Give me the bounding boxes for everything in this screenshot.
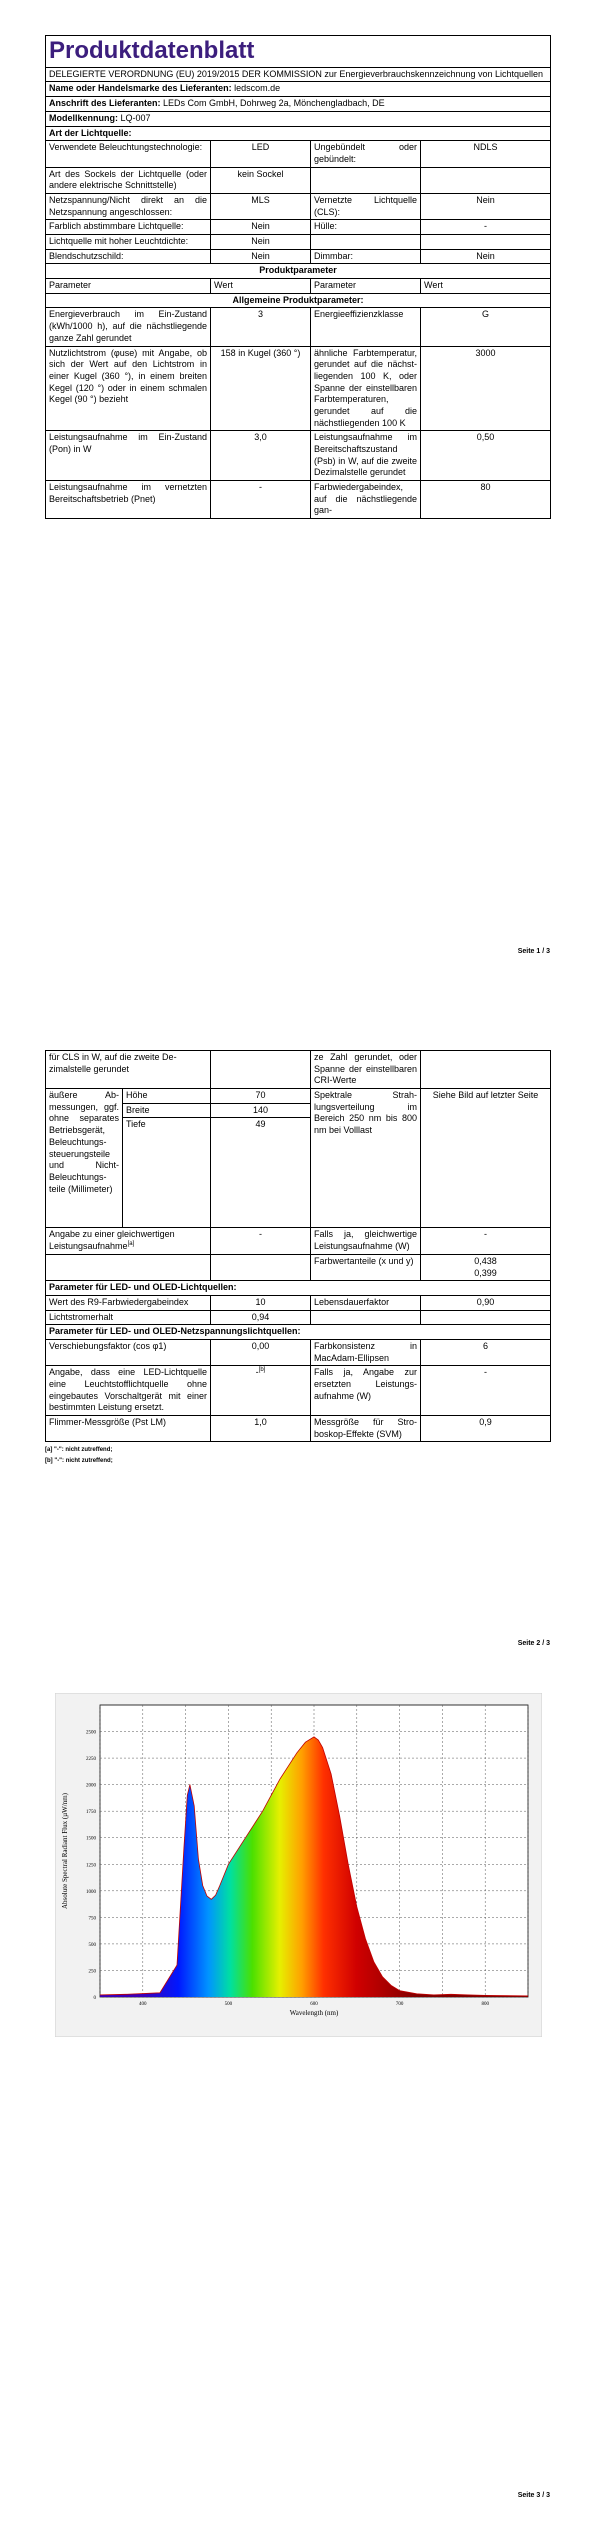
supplier-name-label: Name oder Handelsmarke des Lieferanten: [49,83,232,94]
type-label: Netzspannung/Nicht direkt an die Netzspannung angeschlossen: [46,193,211,219]
r9-label: Wert des R9-Farbwiedergabeindex [46,1295,211,1310]
dimension-width-label: Breite [123,1103,211,1118]
y-tick-label: 750 [88,1916,96,1922]
useful-flux-label: Nutzlichtstrom (φuse) mit Angabe, ob sich der Wert auf den Lichtstrom in einer Kugel (360 °), in einem breiten Kegel (120 °) oder in einem schmalen Kegel (90 °) bezieht [46,346,211,431]
cri-label-cont: ze Zahl gerundet, oder Spanne der einstellbaren CRI-Werte [311,1051,421,1089]
color-consistency-label: Farbkonsistenz in MacAdam-Ellipsen [311,1339,421,1365]
standby-power-value: 0,50 [421,431,551,481]
type-label: Dimmbar: [311,249,421,264]
y-tick-label: 500 [88,1942,96,1948]
x-tick-label: 800 [481,2002,489,2007]
type-label: Lichtquelle mit hoher Leuchtdichte: [46,235,211,250]
type-row [46,193,551,219]
equivalent-power-value: - [211,1228,311,1254]
type-label: Verwendete Beleuchtungstechnologie: [46,141,211,167]
replaced-power-label: Falls ja, Angabe zur ersetzten Leistungsaufnahme (W) [311,1366,421,1416]
type-value: kein Sockel [211,167,311,193]
page-number: Seite 3 / 3 [517,2492,550,2499]
dimension-height-label: Höhe [123,1089,211,1104]
lumen-maintenance-label: Lichtstromerhalt [46,1310,211,1325]
energy-on-label: Energieverbrauch im Ein-Zustand (kWh/1000 h), auf die nächstliegende ganze Zahl gerundet [46,308,211,346]
equivalent-power-w-value: - [421,1228,551,1254]
x-tick-label: 400 [139,2002,147,2007]
type-label [311,167,421,193]
y-axis-label: Absolute Spectral Radiant Flux (µW/nm) [61,1792,69,1910]
type-value: NDLS [421,141,551,167]
replaced-power-value: - [421,1366,551,1416]
replacement-claim-value-cell [211,1366,311,1416]
page-title: Produktdatenblatt [46,36,551,68]
empty-cell [311,1310,421,1325]
page-number: Seite 1 / 3 [517,948,550,955]
page-2 [0,1050,595,1466]
cri-label: Farbwiedergabeindex, auf die nächstliegende gan- [311,481,421,519]
footnote-mark: [b] [258,1367,266,1374]
type-row [46,249,551,264]
product-params-header: Produktparameter [46,264,551,279]
cct-label: ähnliche Farbtemperatur, gerundet auf die nächstliegenden 100 K, oder Spanne der einstellbaren Farbtemperaturen, gerundet auf die nächstliegenden 100 K [311,346,421,431]
networked-standby-label-cont: für CLS in W, auf die zweite Dezimalstelle gerundet [46,1051,211,1089]
param-row [46,1366,551,1416]
color-consistency-value: 6 [421,1339,551,1365]
type-row [46,167,551,193]
column-header: Wert [421,279,551,294]
param-row [46,1416,551,1442]
empty-cell [421,1051,551,1089]
column-header-row [46,279,551,294]
type-label: Art des Sockels der Lichtquelle (oder andere elektrische Schnittstelle) [46,167,211,193]
y-tick-label: 2500 [86,1730,96,1736]
chromaticity-y: 0,399 [474,1267,497,1278]
survival-factor-value: 0,90 [421,1295,551,1310]
y-tick-label: 1250 [86,1863,96,1869]
efficiency-class-label: Energieeffizienzklasse [311,308,421,346]
replacement-claim-value: - [255,1367,259,1378]
supplier-name: ledscom.de [234,83,281,94]
regulation-text: DELEGIERTE VERORDNUNG (EU) 2019/2015 DER KOMMISSION zur Energieverbrauchskennzeichnung von Lichtquellen [46,67,551,82]
column-header: Wert [211,279,311,294]
y-tick-label: 0 [93,1996,96,2001]
dimension-depth-label: Tiefe [123,1118,211,1228]
param-row [46,1295,551,1310]
model-value: LQ-007 [120,112,151,123]
footnote-b-text: "-": nicht zutreffend; [54,1457,113,1464]
replacement-claim-label: Angabe, dass eine LED-Lichtquelle eine Leuchtstofflichtquelle ohne eingebautes Vorschaltgerät mit einer bestimmten Leistung ersetzt. [46,1366,211,1416]
r9-value: 10 [211,1295,311,1310]
equivalent-power-text: Angabe zu einer gleichwertigen Leistungsaufnahme [49,1229,175,1252]
footnote-a-mark: [a] [45,1447,53,1454]
type-row [46,235,551,250]
dimension-width-value: 140 [211,1103,311,1118]
on-mode-power-value: 3,0 [211,431,311,481]
footnote-mark: [a] [127,1241,135,1248]
y-tick-label: 1750 [86,1810,96,1816]
spectrum-chart [55,1693,542,2037]
empty-cell [46,1254,211,1280]
y-tick-label: 2250 [86,1757,96,1763]
flicker-label: Flimmer-Messgröße (Pst LM) [46,1416,211,1442]
page-1 [0,35,595,519]
supplier-address-row [46,97,551,112]
type-label: Vernetzte Lichtquelle (CLS): [311,193,421,219]
param-row [46,1254,551,1280]
type-row [46,220,551,235]
energy-on-value: 3 [211,308,311,346]
model-row [46,111,551,126]
networked-standby-label: Leistungsaufnahme im vernetzten Bereitschaftsbetrieb (Pnet) [46,481,211,519]
spectrum-svg [55,1693,542,2037]
type-value: LED [211,141,311,167]
on-mode-power-label: Leistungsaufnahme im Ein-Zustand (Pon) in W [46,431,211,481]
param-row [46,1310,551,1325]
led-params-header: Parameter für LED- und OLED-Lichtquellen: [46,1281,551,1296]
param-row [46,1089,551,1104]
y-tick-label: 1500 [86,1836,96,1842]
networked-standby-value: - [211,481,311,519]
type-value [421,167,551,193]
light-source-type-header: Art der Lichtquelle: [46,126,551,141]
equivalent-power-w-label: Falls ja, gleichwertige Leistungsaufnahme (W) [311,1228,421,1254]
dimension-depth-value: 49 [211,1118,311,1228]
type-value: - [421,220,551,235]
supplier-address-label: Anschrift des Lieferanten: [49,98,161,109]
column-header: Parameter [311,279,421,294]
spectral-label: Spektrale Strahlungsverteilung im Bereich 250 nm bis 800 nm bei Volllast [311,1089,421,1228]
standby-power-label: Leistungsaufnahme im Bereitschaftszustand (Psb) in W, auf die zweite Dezimalstelle gerundet [311,431,421,481]
y-tick-label: 250 [88,1969,96,1975]
displacement-factor-label: Verschiebungsfaktor (cos φ1) [46,1339,211,1365]
footnotes [45,1445,550,1465]
flicker-value: 1,0 [211,1416,311,1442]
type-label: Ungebündelt oder gebündelt: [311,141,421,167]
footnote-b [45,1456,550,1466]
x-tick-label: 600 [310,2002,318,2007]
y-tick-label: 2000 [86,1783,96,1789]
dimension-height-value: 70 [211,1089,311,1104]
type-value: MLS [211,193,311,219]
param-row [46,1339,551,1365]
y-tick-label: 1000 [86,1889,96,1895]
general-params-header: Allgemeine Produktparameter: [46,293,551,308]
empty-cell [211,1254,311,1280]
spectral-value: Siehe Bild auf letzter Seite [421,1089,551,1228]
equivalent-power-label [46,1228,211,1254]
mains-params-header: Parameter für LED- und OLED-Netzspannungslichtquellen: [46,1325,551,1340]
datasheet-table-page1 [45,35,551,519]
datasheet-table-page2 [45,1050,551,1442]
param-row [46,431,551,481]
cri-value: 80 [421,481,551,519]
chromaticity-label: Farbwertanteile (x und y) [311,1254,421,1280]
chromaticity-value [421,1254,551,1280]
chromaticity-x: 0,438 [474,1255,497,1266]
lumen-maintenance-value: 0,94 [211,1310,311,1325]
type-row [46,141,551,167]
footnote-a-text: "-": nicht zutreffend; [54,1447,113,1454]
useful-flux-value: 158 in Kugel (360 °) [211,346,311,431]
page-number: Seite 2 / 3 [517,1640,550,1647]
x-tick-label: 700 [395,2002,404,2007]
type-label: Blendschutzschild: [46,249,211,264]
empty-cell [421,1310,551,1325]
x-tick-label: 500 [224,2002,233,2007]
type-value: Nein [421,193,551,219]
survival-factor-label: Lebensdauerfaktor [311,1295,421,1310]
svm-label: Messgröße für Stroboskop-Effekte (SVM) [311,1416,421,1442]
type-label: Farblich abstimmbare Lichtquelle: [46,220,211,235]
type-value [421,235,551,250]
efficiency-class-value: G [421,308,551,346]
type-value: Nein [421,249,551,264]
footnote-a [45,1445,550,1455]
model-label: Modellkennung: [49,112,118,123]
supplier-name-row [46,82,551,97]
param-row [46,346,551,431]
svm-value: 0,9 [421,1416,551,1442]
supplier-address: LEDs Com GmbH, Dohrweg 2a, Mönchengladbach, DE [163,98,385,109]
type-value: Nein [211,220,311,235]
dimensions-label: äußere Abmessungen, ggf. ohne separates Betriebsgerät, Beleuchtungssteuerungsteile und Nicht-Beleuchtungsteile (Millimeter) [46,1089,123,1228]
type-value: Nein [211,235,311,250]
type-value: Nein [211,249,311,264]
type-label: Hülle: [311,220,421,235]
param-row [46,308,551,346]
displacement-factor-value: 0,00 [211,1339,311,1365]
column-header: Parameter [46,279,211,294]
param-row [46,481,551,519]
param-row [46,1051,551,1089]
footnote-b-mark: [b] [45,1457,53,1464]
param-row [46,1228,551,1254]
x-axis-label: Wavelength (nm) [289,2009,339,2017]
empty-cell [211,1051,311,1089]
cct-value: 3000 [421,346,551,431]
type-label [311,235,421,250]
